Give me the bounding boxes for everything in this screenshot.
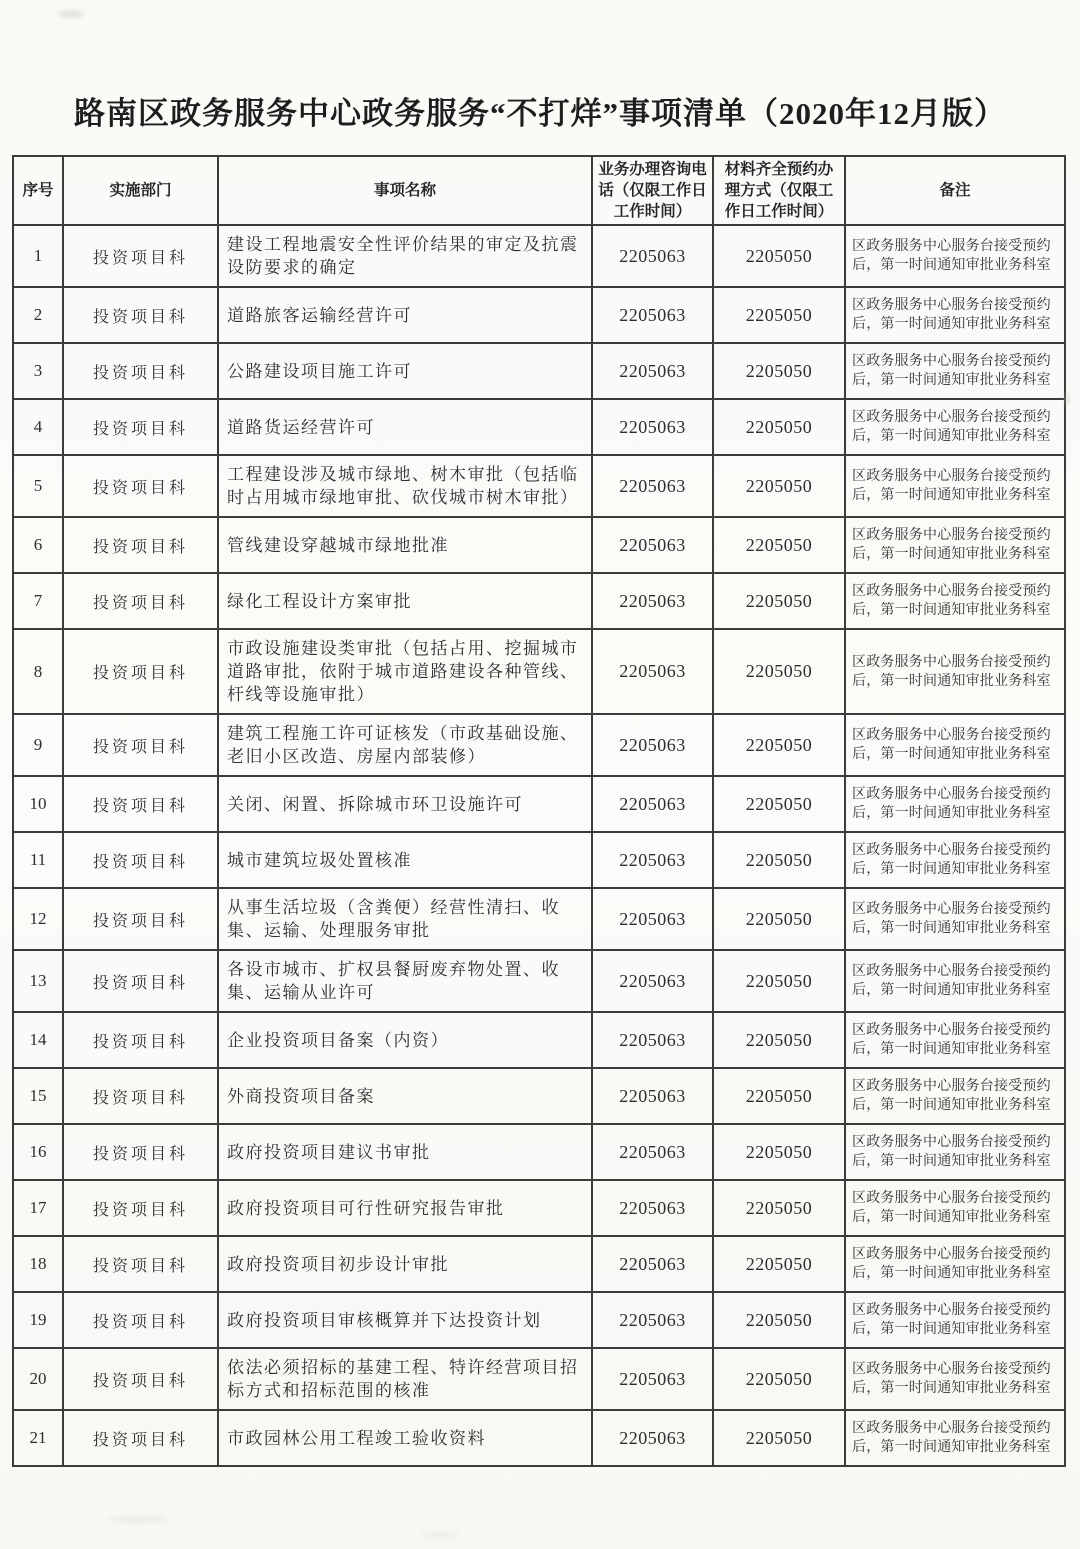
- appointment-method-cell: 2205050: [713, 399, 845, 455]
- consult-phone-cell: 2205063: [592, 629, 713, 714]
- department-cell: 投资项目科: [63, 1012, 218, 1068]
- remark-cell: 区政务服务中心服务台接受预约后，第一时间通知审批业务科室: [845, 629, 1065, 714]
- table-row: [13, 1236, 1065, 1292]
- item-name-cell: 建设工程地震安全性评价结果的审定及抗震设防要求的确定: [218, 225, 592, 287]
- item-name-cell: 管线建设穿越城市绿地批准: [218, 517, 592, 573]
- header-remarks: 备注: [845, 156, 1065, 225]
- scan-artifact: [420, 1532, 460, 1538]
- consult-phone-cell: 2205063: [592, 399, 713, 455]
- table-row: [13, 399, 1065, 455]
- department-cell: 投资项目科: [63, 1410, 218, 1466]
- department-cell: 投资项目科: [63, 714, 218, 776]
- remark-cell: 区政务服务中心服务台接受预约后，第一时间通知审批业务科室: [845, 1012, 1065, 1068]
- department-cell: 投资项目科: [63, 573, 218, 629]
- table-row: [13, 888, 1065, 950]
- header-serial-number: 序号: [13, 156, 63, 225]
- serial-number-cell: 5: [13, 455, 63, 517]
- remark-cell: 区政务服务中心服务台接受预约后，第一时间通知审批业务科室: [845, 517, 1065, 573]
- consult-phone-cell: 2205063: [592, 573, 713, 629]
- remark-cell: 区政务服务中心服务台接受预约后，第一时间通知审批业务科室: [845, 455, 1065, 517]
- remark-cell: 区政务服务中心服务台接受预约后，第一时间通知审批业务科室: [845, 399, 1065, 455]
- table-row: [13, 573, 1065, 629]
- item-name-cell: 公路建设项目施工许可: [218, 343, 592, 399]
- consult-phone-cell: 2205063: [592, 888, 713, 950]
- department-cell: 投资项目科: [63, 1180, 218, 1236]
- item-name-cell: 从事生活垃圾（含粪便）经营性清扫、收集、运输、处理服务审批: [218, 888, 592, 950]
- item-name-cell: 政府投资项目可行性研究报告审批: [218, 1180, 592, 1236]
- table-row: [13, 629, 1065, 714]
- table-row: [13, 1124, 1065, 1180]
- consult-phone-cell: 2205063: [592, 455, 713, 517]
- serial-number-cell: 21: [13, 1410, 63, 1466]
- remark-cell: 区政务服务中心服务台接受预约后，第一时间通知审批业务科室: [845, 1236, 1065, 1292]
- appointment-method-cell: 2205050: [713, 1410, 845, 1466]
- appointment-method-cell: 2205050: [713, 225, 845, 287]
- serial-number-cell: 18: [13, 1236, 63, 1292]
- appointment-method-cell: 2205050: [713, 1292, 845, 1348]
- item-name-cell: 企业投资项目备案（内资）: [218, 1012, 592, 1068]
- serial-number-cell: 19: [13, 1292, 63, 1348]
- item-name-cell: 政府投资项目建议书审批: [218, 1124, 592, 1180]
- item-name-cell: 市政园林公用工程竣工验收资料: [218, 1410, 592, 1466]
- remark-cell: 区政务服务中心服务台接受预约后，第一时间通知审批业务科室: [845, 1410, 1065, 1466]
- item-name-cell: 市政设施建设类审批（包括占用、挖掘城市道路审批，依附于城市道路建设各种管线、杆线等设施审批）: [218, 629, 592, 714]
- consult-phone-cell: 2205063: [592, 1180, 713, 1236]
- appointment-method-cell: 2205050: [713, 888, 845, 950]
- department-cell: 投资项目科: [63, 517, 218, 573]
- table-row: [13, 832, 1065, 888]
- appointment-method-cell: 2205050: [713, 1012, 845, 1068]
- serial-number-cell: 7: [13, 573, 63, 629]
- remark-cell: 区政务服务中心服务台接受预约后，第一时间通知审批业务科室: [845, 1180, 1065, 1236]
- header-appointment-method: 材料齐全预约办理方式（仅限工作日工作时间）: [713, 156, 845, 225]
- department-cell: 投资项目科: [63, 832, 218, 888]
- consult-phone-cell: 2205063: [592, 1236, 713, 1292]
- table-row: [13, 225, 1065, 287]
- consult-phone-cell: 2205063: [592, 343, 713, 399]
- consult-phone-cell: 2205063: [592, 1348, 713, 1410]
- remark-cell: 区政务服务中心服务台接受预约后，第一时间通知审批业务科室: [845, 1292, 1065, 1348]
- appointment-method-cell: 2205050: [713, 1236, 845, 1292]
- serial-number-cell: 15: [13, 1068, 63, 1124]
- department-cell: 投资项目科: [63, 629, 218, 714]
- consult-phone-cell: 2205063: [592, 225, 713, 287]
- consult-phone-cell: 2205063: [592, 714, 713, 776]
- remark-cell: 区政务服务中心服务台接受预约后，第一时间通知审批业务科室: [845, 573, 1065, 629]
- appointment-method-cell: 2205050: [713, 1068, 845, 1124]
- remark-cell: 区政务服务中心服务台接受预约后，第一时间通知审批业务科室: [845, 287, 1065, 343]
- scan-artifact: [1064, 392, 1070, 406]
- department-cell: 投资项目科: [63, 1292, 218, 1348]
- appointment-method-cell: 2205050: [713, 950, 845, 1012]
- service-items-table: [12, 155, 1066, 1467]
- department-cell: 投资项目科: [63, 287, 218, 343]
- table-row: [13, 455, 1065, 517]
- item-name-cell: 绿化工程设计方案审批: [218, 573, 592, 629]
- item-name-cell: 外商投资项目备案: [218, 1068, 592, 1124]
- appointment-method-cell: 2205050: [713, 573, 845, 629]
- consult-phone-cell: 2205063: [592, 1292, 713, 1348]
- appointment-method-cell: 2205050: [713, 629, 845, 714]
- remark-cell: 区政务服务中心服务台接受预约后，第一时间通知审批业务科室: [845, 888, 1065, 950]
- item-name-cell: 建筑工程施工许可证核发（市政基础设施、老旧小区改造、房屋内部装修）: [218, 714, 592, 776]
- table-row: [13, 1068, 1065, 1124]
- appointment-method-cell: 2205050: [713, 343, 845, 399]
- remark-cell: 区政务服务中心服务台接受预约后，第一时间通知审批业务科室: [845, 1068, 1065, 1124]
- serial-number-cell: 4: [13, 399, 63, 455]
- table-row: [13, 714, 1065, 776]
- serial-number-cell: 9: [13, 714, 63, 776]
- remark-cell: 区政务服务中心服务台接受预约后，第一时间通知审批业务科室: [845, 343, 1065, 399]
- table-row: [13, 950, 1065, 1012]
- appointment-method-cell: 2205050: [713, 1348, 845, 1410]
- consult-phone-cell: 2205063: [592, 950, 713, 1012]
- consult-phone-cell: 2205063: [592, 1068, 713, 1124]
- serial-number-cell: 2: [13, 287, 63, 343]
- table-row: [13, 517, 1065, 573]
- appointment-method-cell: 2205050: [713, 517, 845, 573]
- appointment-method-cell: 2205050: [713, 287, 845, 343]
- appointment-method-cell: 2205050: [713, 776, 845, 832]
- department-cell: 投资项目科: [63, 776, 218, 832]
- serial-number-cell: 11: [13, 832, 63, 888]
- serial-number-cell: 16: [13, 1124, 63, 1180]
- appointment-method-cell: 2205050: [713, 832, 845, 888]
- consult-phone-cell: 2205063: [592, 1124, 713, 1180]
- table-row: [13, 1348, 1065, 1410]
- serial-number-cell: 17: [13, 1180, 63, 1236]
- department-cell: 投资项目科: [63, 399, 218, 455]
- item-name-cell: 道路货运经营许可: [218, 399, 592, 455]
- department-cell: 投资项目科: [63, 1348, 218, 1410]
- table-row: [13, 1012, 1065, 1068]
- header-consult-phone: 业务办理咨询电话（仅限工作日工作时间）: [592, 156, 713, 225]
- item-name-cell: 道路旅客运输经营许可: [218, 287, 592, 343]
- serial-number-cell: 8: [13, 629, 63, 714]
- remark-cell: 区政务服务中心服务台接受预约后，第一时间通知审批业务科室: [845, 776, 1065, 832]
- department-cell: 投资项目科: [63, 950, 218, 1012]
- remark-cell: 区政务服务中心服务台接受预约后，第一时间通知审批业务科室: [845, 832, 1065, 888]
- table-row: [13, 1292, 1065, 1348]
- appointment-method-cell: 2205050: [713, 455, 845, 517]
- header-item-name: 事项名称: [218, 156, 592, 225]
- table-row: [13, 776, 1065, 832]
- table-row: [13, 1410, 1065, 1466]
- item-name-cell: 工程建设涉及城市绿地、树木审批（包括临时占用城市绿地审批、砍伐城市树木审批）: [218, 455, 592, 517]
- consult-phone-cell: 2205063: [592, 776, 713, 832]
- serial-number-cell: 3: [13, 343, 63, 399]
- department-cell: 投资项目科: [63, 225, 218, 287]
- scan-artifact: [108, 1516, 168, 1523]
- consult-phone-cell: 2205063: [592, 1410, 713, 1466]
- appointment-method-cell: 2205050: [713, 1124, 845, 1180]
- remark-cell: 区政务服务中心服务台接受预约后，第一时间通知审批业务科室: [845, 225, 1065, 287]
- item-name-cell: 各设市城市、扩权县餐厨废弃物处置、收集、运输从业许可: [218, 950, 592, 1012]
- serial-number-cell: 10: [13, 776, 63, 832]
- department-cell: 投资项目科: [63, 455, 218, 517]
- department-cell: 投资项目科: [63, 1068, 218, 1124]
- scan-artifact: [58, 10, 84, 18]
- remark-cell: 区政务服务中心服务台接受预约后，第一时间通知审批业务科室: [845, 1124, 1065, 1180]
- department-cell: 投资项目科: [63, 888, 218, 950]
- table-row: [13, 1180, 1065, 1236]
- table-row: [13, 287, 1065, 343]
- item-name-cell: 政府投资项目初步设计审批: [218, 1236, 592, 1292]
- department-cell: 投资项目科: [63, 343, 218, 399]
- consult-phone-cell: 2205063: [592, 287, 713, 343]
- appointment-method-cell: 2205050: [713, 714, 845, 776]
- remark-cell: 区政务服务中心服务台接受预约后，第一时间通知审批业务科室: [845, 1348, 1065, 1410]
- item-name-cell: 关闭、闲置、拆除城市环卫设施许可: [218, 776, 592, 832]
- item-name-cell: 城市建筑垃圾处置核准: [218, 832, 592, 888]
- remark-cell: 区政务服务中心服务台接受预约后，第一时间通知审批业务科室: [845, 950, 1065, 1012]
- header-department: 实施部门: [63, 156, 218, 225]
- remark-cell: 区政务服务中心服务台接受预约后，第一时间通知审批业务科室: [845, 714, 1065, 776]
- serial-number-cell: 6: [13, 517, 63, 573]
- serial-number-cell: 13: [13, 950, 63, 1012]
- serial-number-cell: 20: [13, 1348, 63, 1410]
- item-name-cell: 政府投资项目审核概算并下达投资计划: [218, 1292, 592, 1348]
- department-cell: 投资项目科: [63, 1124, 218, 1180]
- consult-phone-cell: 2205063: [592, 832, 713, 888]
- item-name-cell: 依法必须招标的基建工程、特许经营项目招标方式和招标范围的核准: [218, 1348, 592, 1410]
- page-title: 路南区政务服务中心政务服务“不打烊”事项清单（2020年12月版）: [74, 96, 1006, 131]
- appointment-method-cell: 2205050: [713, 1180, 845, 1236]
- consult-phone-cell: 2205063: [592, 517, 713, 573]
- table-header-row: [13, 156, 1065, 225]
- serial-number-cell: 12: [13, 888, 63, 950]
- serial-number-cell: 14: [13, 1012, 63, 1068]
- consult-phone-cell: 2205063: [592, 1012, 713, 1068]
- serial-number-cell: 1: [13, 225, 63, 287]
- table-row: [13, 343, 1065, 399]
- department-cell: 投资项目科: [63, 1236, 218, 1292]
